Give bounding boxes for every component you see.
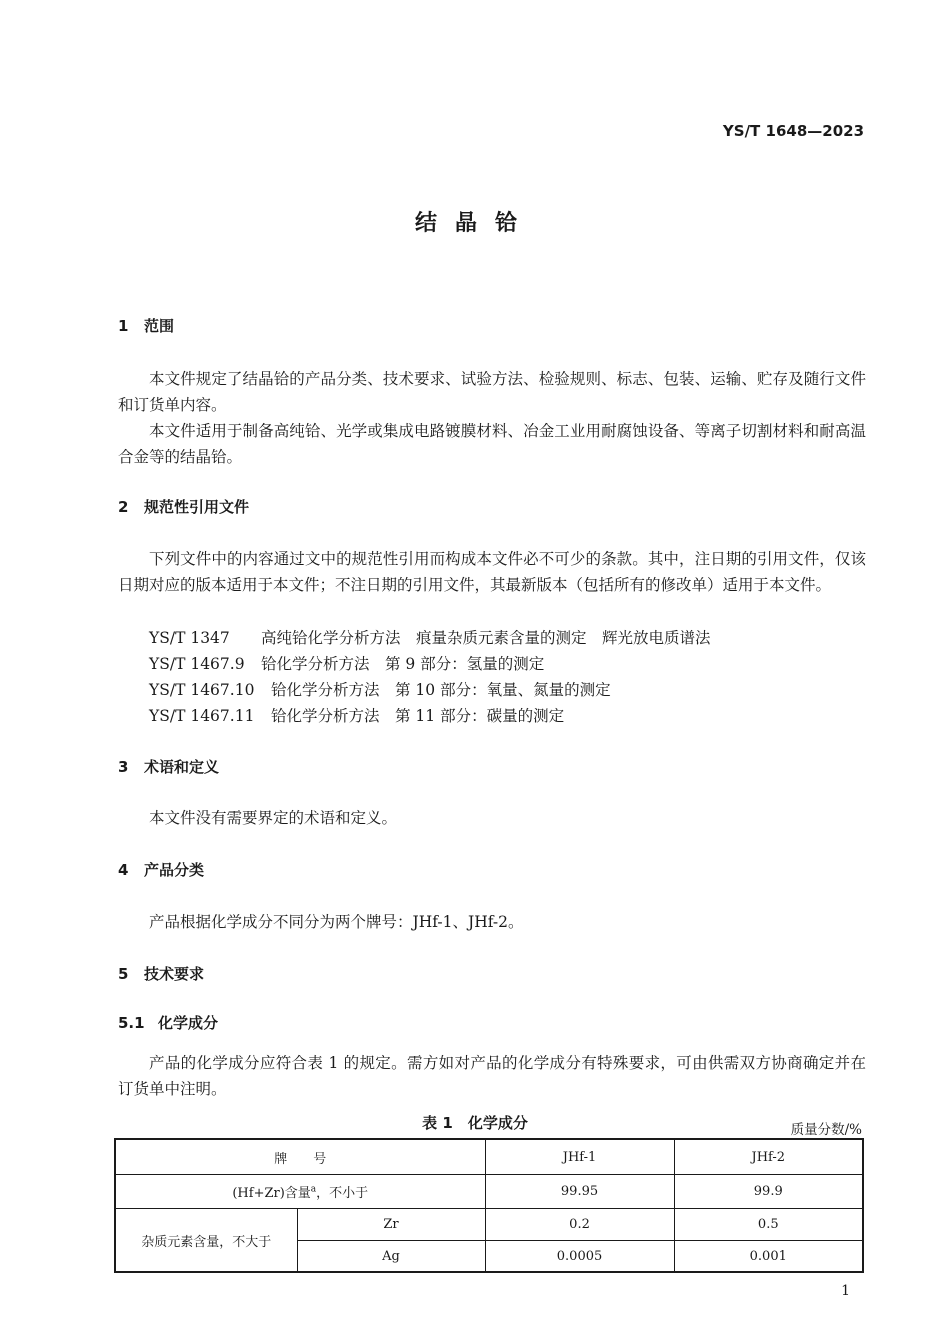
document-title: 结晶铪 <box>414 211 535 236</box>
table-cell: Zr <box>297 1209 485 1241</box>
reference-code: YS/T 1467.11 <box>149 707 255 725</box>
main-content-suffix: ，不小于 <box>316 1186 369 1201</box>
table-cell: Ag <box>297 1241 485 1273</box>
section-number: 1 <box>118 317 129 335</box>
reference-title: 铪化学分析方法 第 11 部分：碳量的测定 <box>271 707 565 725</box>
table-header-cell: JHf-2 <box>674 1139 863 1175</box>
section-number: 3 <box>118 758 129 776</box>
paragraph: 本文件没有需要界定的术语和定义。 <box>149 809 398 827</box>
section-3-heading <box>118 756 219 777</box>
section-number: 5.1 <box>118 1014 145 1032</box>
reference-title: 铪化学分析方法 第 10 部分：氧量、氮量的测定 <box>271 681 611 699</box>
paragraph: 本文件规定了结晶铪的产品分类、技术要求、试验方法、检验规则、标志、包装、运输、贮存及随行文件和订货单内容。 <box>118 370 866 414</box>
section-5-heading <box>118 963 204 984</box>
table-cell: 0.5 <box>674 1209 863 1241</box>
section-title: 规范性引用文件 <box>144 498 250 516</box>
reference-item <box>149 678 611 700</box>
reference-title: 高纯铪化学分析方法 痕量杂质元素含量的测定 辉光放电质谱法 <box>261 629 711 647</box>
main-content-label: (Hf+Zr)含量 <box>232 1186 311 1201</box>
section-4-heading <box>118 859 204 880</box>
table-caption: 表 1 化学成分 <box>422 1114 528 1132</box>
reference-item <box>149 704 564 726</box>
table-header-cell: JHf-1 <box>485 1139 674 1175</box>
reference-code: YS/T 1347 <box>149 629 230 647</box>
table-row <box>115 1209 863 1241</box>
page-number: 1 <box>841 1283 850 1299</box>
section-title: 范围 <box>144 317 175 335</box>
paragraph: 产品的化学成分应符合表 1 的规定。需方如对产品的化学成分有特殊要求，可由供需双方协商确定并在订货单中注明。 <box>118 1054 866 1098</box>
table-cell: 杂质元素含量，不大于 <box>115 1209 297 1273</box>
section-2-heading <box>118 496 249 517</box>
paragraph: 本文件适用于制备高纯铪、光学或集成电路镀膜材料、冶金工业用耐腐蚀设备、等离子切割材料和耐高温合金等的结晶铪。 <box>118 422 866 466</box>
table-row <box>115 1175 863 1209</box>
section-title: 产品分类 <box>144 861 205 879</box>
reference-code: YS/T 1467.9 <box>149 655 245 673</box>
table-cell: 0.2 <box>485 1209 674 1241</box>
section-title: 技术要求 <box>144 965 205 983</box>
table-header-cell: 牌 号 <box>115 1139 485 1175</box>
reference-item <box>149 626 711 648</box>
section-title: 术语和定义 <box>144 758 220 776</box>
table-cell: 0.0005 <box>485 1241 674 1273</box>
standard-number: YS/T 1648—2023 <box>722 122 864 140</box>
section-1-heading <box>118 315 174 336</box>
reference-code: YS/T 1467.10 <box>149 681 255 699</box>
chemical-composition-table <box>114 1138 864 1273</box>
reference-title: 铪化学分析方法 第 9 部分：氢量的测定 <box>261 655 545 673</box>
table-cell: 0.001 <box>674 1241 863 1273</box>
reference-item <box>149 652 544 674</box>
table-cell: 99.9 <box>674 1175 863 1209</box>
footnote-marker: a <box>310 1184 317 1195</box>
table-header-row <box>115 1139 863 1175</box>
table-cell: 99.95 <box>485 1175 674 1209</box>
section-title: 化学成分 <box>158 1014 219 1032</box>
section-number: 5 <box>118 965 129 983</box>
paragraph: 下列文件中的内容通过文中的规范性引用而构成本文件必不可少的条款。其中，注日期的引用文件，仅该日期对应的版本适用于本文件；不注日期的引用文件，其最新版本（包括所有的修改单）适用于本文件。 <box>118 550 866 594</box>
paragraph: 产品根据化学成分不同分为两个牌号：JHf-1、JHf-2。 <box>149 913 524 931</box>
table-cell <box>115 1175 485 1209</box>
section-5-1-heading <box>118 1012 218 1033</box>
section-number: 2 <box>118 498 129 516</box>
table-unit: 质量分数/% <box>790 1122 862 1138</box>
section-number: 4 <box>118 861 129 879</box>
